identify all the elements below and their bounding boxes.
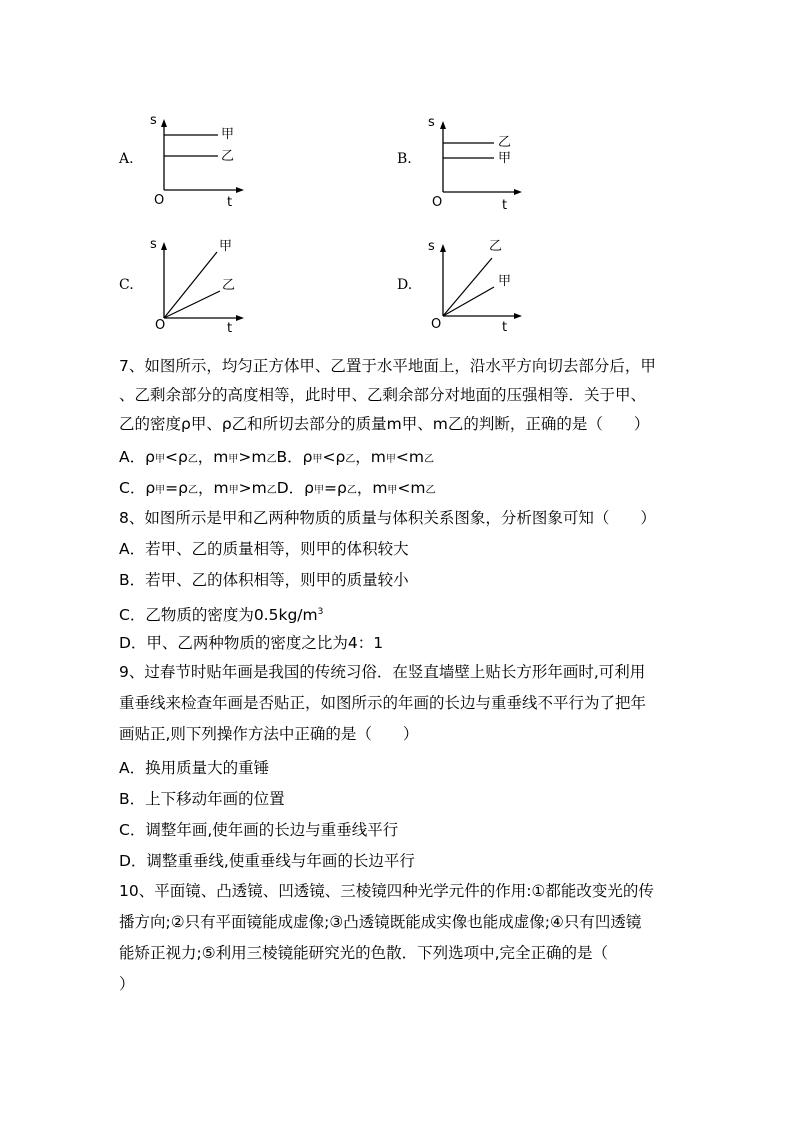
q7-stem-line-3: 乙的密度ρ甲、ρ乙和所切去部分的质量m甲、m乙的判断，正确的是（ ） [119, 415, 650, 433]
q8-option-d: D．甲、乙两种物质的密度之比为4：1 [119, 634, 384, 652]
graph-a-origin-label: O [154, 193, 165, 208]
option-b-letter: B. [397, 151, 412, 167]
q7-option-d: D．ρ甲=ρ乙，m甲<m乙 [276, 479, 436, 497]
graph-d-line-steep [443, 258, 492, 316]
graph-d-origin-label: O [431, 317, 442, 332]
graph-a-t-label: t [227, 195, 233, 210]
graph-c-lower-label: 乙 [222, 278, 236, 293]
graph-c-origin-label: O [155, 318, 166, 333]
graph-d-line-shallow [443, 287, 494, 316]
q7-option-a: A．ρ甲<ρ乙，m甲>m乙 [119, 448, 277, 466]
graph-b-s-label: s [428, 115, 435, 130]
q9-option-a: A．换用质量大的重锤 [119, 759, 270, 777]
graph-b-upper-label: 乙 [498, 135, 512, 150]
q10-stem-line-3: 能矫正视力;⑤利用三棱镜能研究光的色散．下列选项中,完全正确的是（ [119, 944, 609, 962]
graph-c-s-label: s [150, 237, 157, 252]
graph-d-t-label: t [502, 320, 508, 335]
q9-option-b: B．上下移动年画的位置 [119, 790, 285, 808]
q10-stem-line-2: 播方向;②只有平面镜能成虚像;③凸透镜既能成实像也能成虚像;④只有凹透镜 [119, 913, 642, 931]
q9-stem-line-1: 9、过春节时贴年画是我国的传统习俗．在竖直墙壁上贴长方形年画时,可利用 [119, 663, 646, 681]
graph-d-s-label: s [428, 239, 435, 254]
graph-b-lower-label: 甲 [498, 151, 512, 166]
graph-d-upper-label: 乙 [489, 239, 503, 254]
q7-options-ab [119, 448, 434, 469]
graph-b-origin-label: O [432, 195, 443, 210]
graph-d-lower-label: 甲 [498, 274, 512, 289]
q7-options-cd [119, 479, 436, 500]
q7-option-c: C．ρ甲=ρ乙，m甲>m乙 [119, 479, 277, 497]
q8-option-a: A．若甲、乙的质量相等，则甲的体积较大 [119, 540, 409, 558]
q9-stem-line-2: 重垂线来检查年画是否贴正，如图所示的年画的长边与重垂线不平行为了把年 [119, 694, 647, 712]
q8-option-c: C．乙物质的密度为$0.5kg/m^3$ [119, 606, 324, 625]
q7-option-b: B．ρ甲<ρ乙，m甲<m乙 [276, 448, 434, 466]
graph-c-upper-label: 甲 [219, 239, 233, 254]
graph-d-t-arrow [514, 313, 522, 319]
option-a-letter: A. [119, 151, 134, 167]
q9-stem-line-3: 画贴正,则下列操作方法中正确的是（ ） [119, 725, 419, 743]
graph-d-s-arrow [440, 244, 446, 252]
graph-a-lower-label: 乙 [221, 149, 235, 164]
q8-option-b: B．若甲、乙的体积相等，则甲的质量较小 [119, 571, 409, 589]
graph-a-upper-label: 甲 [221, 127, 235, 142]
q9-option-c: C．调整年画,使年画的长边与重垂线平行 [119, 821, 399, 839]
graph-b-t-label: t [502, 198, 508, 213]
q10-stem-line-4: ） [119, 975, 135, 993]
q8-stem: 8、如图所示是甲和乙两种物质的质量与体积关系图象，分析图象可知（ ） [119, 509, 656, 527]
q9-option-d: D．调整重垂线,使重垂线与年画的长边平行 [119, 852, 415, 870]
graph-a-s-label: s [150, 113, 157, 128]
q10-stem-line-1: 10、平面镜、凸透镜、凹透镜、三棱镜四种光学元件的作用:①都能改变光的传 [119, 882, 654, 900]
q7-stem-line-2: 、乙剩余部分的高度相等，此时甲、乙剩余部分对地面的压强相等．关于甲、 [119, 386, 647, 404]
option-c-letter: C. [119, 277, 134, 293]
option-d-letter: D. [397, 277, 413, 293]
q7-stem-line-1: 7、如图所示，均匀正方体甲、乙置于水平地面上，沿水平方向切去部分后，甲 [119, 357, 656, 375]
graph-c-t-label: t [227, 321, 233, 336]
